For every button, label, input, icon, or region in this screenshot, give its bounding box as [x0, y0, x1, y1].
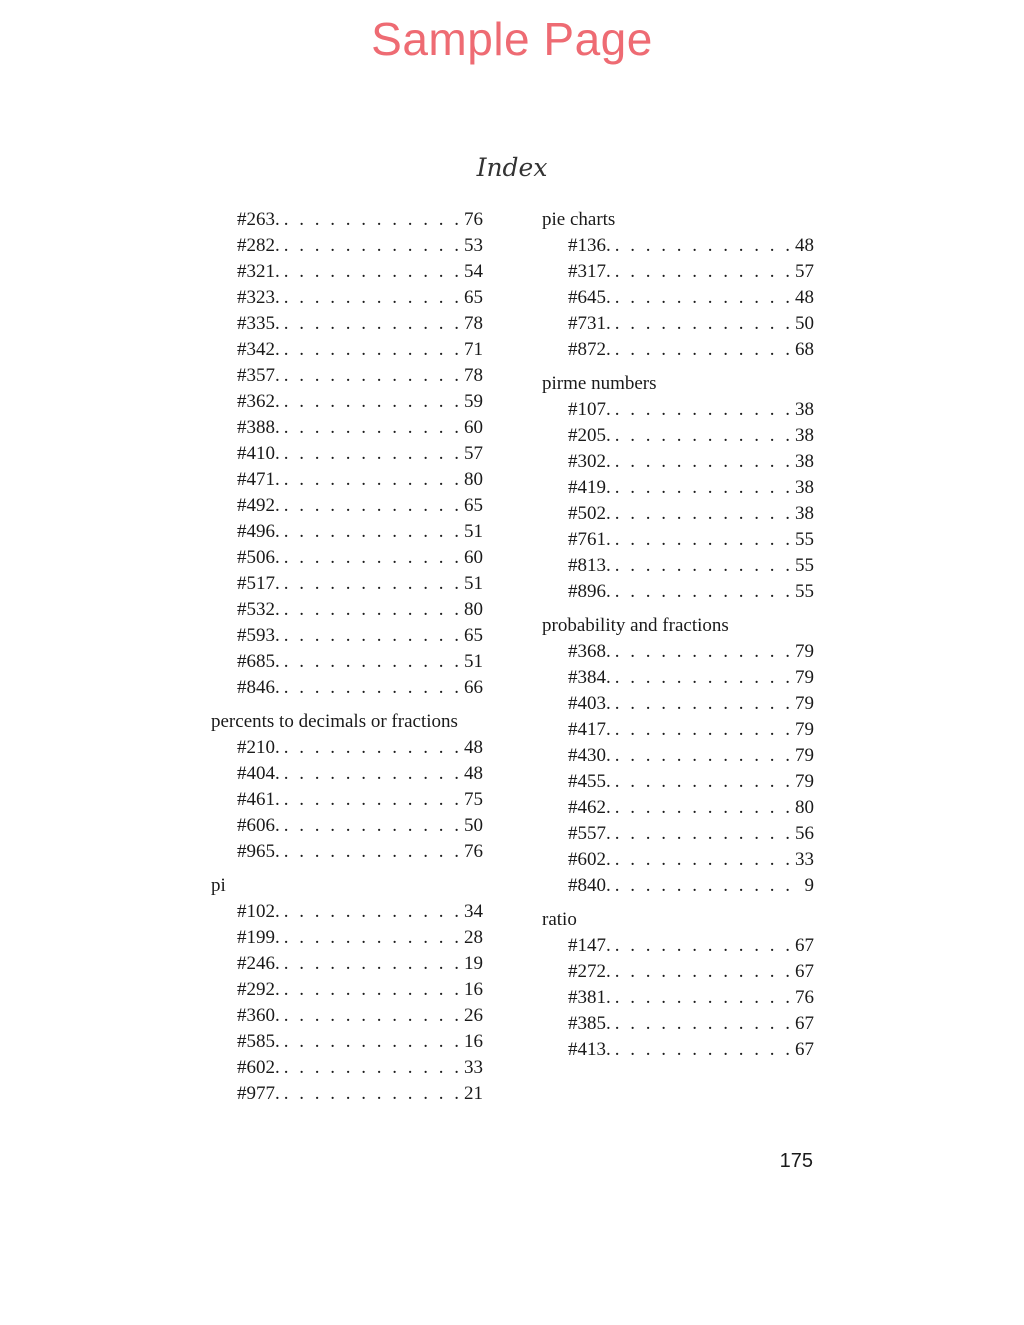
entry-page: 67 [795, 961, 814, 982]
entry-number: #102. [237, 901, 280, 922]
dot-leader [284, 623, 460, 649]
index-entry [211, 519, 483, 545]
dot-leader [615, 639, 791, 665]
dot-leader [615, 1037, 791, 1063]
index-heading: pirme numbers [542, 373, 657, 394]
index-entry [542, 639, 814, 665]
entry-page: 79 [795, 693, 814, 714]
index-entry [211, 1029, 483, 1055]
entry-number: #685. [237, 651, 280, 672]
dot-leader [284, 233, 460, 259]
dot-leader [615, 691, 791, 717]
dot-leader [615, 259, 791, 285]
index-entry [211, 493, 483, 519]
entry-number: #360. [237, 1005, 280, 1026]
dot-leader [615, 769, 791, 795]
index-group [211, 207, 483, 701]
entry-page: 71 [464, 339, 483, 360]
entry-number: #602. [237, 1057, 280, 1078]
index-entry [211, 259, 483, 285]
index-entry [542, 527, 814, 553]
entry-number: #384. [568, 667, 611, 688]
entry-number: #977. [237, 1083, 280, 1104]
dot-leader [615, 475, 791, 501]
index-entry [211, 389, 483, 415]
entry-page: 34 [464, 901, 483, 922]
entry-number: #381. [568, 987, 611, 1008]
entry-number: #645. [568, 287, 611, 308]
entry-number: #263. [237, 209, 280, 230]
dot-leader [615, 337, 791, 363]
dot-leader [284, 389, 460, 415]
index-entry [542, 933, 814, 959]
entry-number: #410. [237, 443, 280, 464]
dot-leader [284, 951, 460, 977]
index-entry [542, 423, 814, 449]
index-entry [211, 787, 483, 813]
index-entry [211, 1003, 483, 1029]
index-heading: pie charts [542, 209, 616, 230]
dot-leader [284, 571, 460, 597]
entry-number: #965. [237, 841, 280, 862]
index-entry [542, 985, 814, 1011]
entry-page: 53 [464, 235, 483, 256]
entry-page: 38 [795, 399, 814, 420]
index-group [542, 907, 814, 1063]
index-entry [542, 1011, 814, 1037]
entry-page: 75 [464, 789, 483, 810]
entry-page: 50 [795, 313, 814, 334]
index-entry [542, 337, 814, 363]
entry-number: #388. [237, 417, 280, 438]
dot-leader [284, 1055, 460, 1081]
entry-number: #246. [237, 953, 280, 974]
index-entry [542, 795, 814, 821]
dot-leader [284, 1081, 460, 1107]
entry-number: #403. [568, 693, 611, 714]
entry-number: #321. [237, 261, 280, 282]
sample-page-watermark: Sample Page [371, 13, 653, 65]
entry-number: #872. [568, 339, 611, 360]
entry-number: #593. [237, 625, 280, 646]
entry-page: 60 [464, 417, 483, 438]
entry-page: 16 [464, 979, 483, 1000]
index-entry [211, 415, 483, 441]
dot-leader [284, 1003, 460, 1029]
entry-page: 55 [795, 555, 814, 576]
index-entry [211, 735, 483, 761]
entry-page: 28 [464, 927, 483, 948]
dot-leader [615, 553, 791, 579]
entry-number: #323. [237, 287, 280, 308]
entry-page: 80 [795, 797, 814, 818]
index-entry [211, 1081, 483, 1107]
dot-leader [284, 925, 460, 951]
entry-number: #292. [237, 979, 280, 1000]
dot-leader [284, 649, 460, 675]
entry-number: #492. [237, 495, 280, 516]
entry-page: 65 [464, 625, 483, 646]
entry-page: 67 [795, 1013, 814, 1034]
index-entry [542, 1037, 814, 1063]
index-entry [542, 579, 814, 605]
entry-page: 78 [464, 365, 483, 386]
entry-page: 80 [464, 469, 483, 490]
entry-page: 51 [464, 521, 483, 542]
entry-page: 78 [464, 313, 483, 334]
dot-leader [284, 311, 460, 337]
entry-page: 38 [795, 451, 814, 472]
entry-number: #417. [568, 719, 611, 740]
dot-leader [284, 493, 460, 519]
dot-leader [615, 233, 791, 259]
index-entry [211, 545, 483, 571]
dot-leader [284, 363, 460, 389]
index-group [542, 207, 814, 363]
index-entry [542, 717, 814, 743]
index-column-right [542, 207, 814, 1071]
entry-number: #107. [568, 399, 611, 420]
entry-number: #362. [237, 391, 280, 412]
entry-page: 57 [464, 443, 483, 464]
dot-leader [615, 423, 791, 449]
entry-number: #419. [568, 477, 611, 498]
entry-page: 79 [795, 641, 814, 662]
entry-number: #813. [568, 555, 611, 576]
dot-leader [284, 545, 460, 571]
entry-page: 9 [804, 875, 814, 896]
entry-page: 68 [795, 339, 814, 360]
index-entry [542, 959, 814, 985]
index-group [542, 613, 814, 899]
entry-page: 67 [795, 1039, 814, 1060]
index-entry [211, 925, 483, 951]
dot-leader [284, 787, 460, 813]
dot-leader [615, 397, 791, 423]
entry-number: #342. [237, 339, 280, 360]
dot-leader [615, 959, 791, 985]
index-entry [542, 475, 814, 501]
index-heading: pi [211, 875, 226, 896]
entry-number: #385. [568, 1013, 611, 1034]
index-group [211, 873, 483, 1107]
entry-number: #496. [237, 521, 280, 542]
index-entry [211, 467, 483, 493]
index-entry [211, 813, 483, 839]
index-entry [211, 441, 483, 467]
entry-number: #602. [568, 849, 611, 870]
index-entry [542, 769, 814, 795]
entry-page: 33 [795, 849, 814, 870]
dot-leader [615, 285, 791, 311]
dot-leader [284, 813, 460, 839]
index-heading: ratio [542, 909, 577, 930]
dot-leader [284, 415, 460, 441]
entry-number: #846. [237, 677, 280, 698]
entry-page: 59 [464, 391, 483, 412]
index-entry [211, 761, 483, 787]
entry-page: 65 [464, 287, 483, 308]
entry-number: #761. [568, 529, 611, 550]
index-entry [211, 597, 483, 623]
entry-number: #606. [237, 815, 280, 836]
entry-page: 66 [464, 677, 483, 698]
dot-leader [615, 873, 801, 899]
entry-number: #731. [568, 313, 611, 334]
index-heading: percents to decimals or fractions [211, 711, 458, 732]
dot-leader [615, 579, 791, 605]
entry-page: 79 [795, 771, 814, 792]
index-entry [211, 285, 483, 311]
entry-number: #357. [237, 365, 280, 386]
dot-leader [284, 1029, 460, 1055]
index-group [211, 709, 483, 865]
entry-number: #461. [237, 789, 280, 810]
entry-page: 56 [795, 823, 814, 844]
entry-page: 21 [464, 1083, 483, 1104]
index-entry [542, 233, 814, 259]
dot-leader [284, 519, 460, 545]
entry-number: #335. [237, 313, 280, 334]
dot-leader [284, 337, 460, 363]
entry-page: 48 [464, 763, 483, 784]
entry-number: #462. [568, 797, 611, 818]
index-entry [211, 207, 483, 233]
entry-number: #532. [237, 599, 280, 620]
entry-number: #317. [568, 261, 611, 282]
index-entry [211, 337, 483, 363]
index-entry [211, 675, 483, 701]
entry-page: 38 [795, 503, 814, 524]
entry-number: #205. [568, 425, 611, 446]
dot-leader [284, 761, 460, 787]
entry-page: 54 [464, 261, 483, 282]
entry-number: #506. [237, 547, 280, 568]
dot-leader [615, 527, 791, 553]
entry-number: #199. [237, 927, 280, 948]
dot-leader [615, 665, 791, 691]
entry-page: 79 [795, 667, 814, 688]
entry-page: 51 [464, 651, 483, 672]
entry-page: 19 [464, 953, 483, 974]
entry-number: #272. [568, 961, 611, 982]
entry-page: 26 [464, 1005, 483, 1026]
dot-leader [615, 311, 791, 337]
index-entry [542, 501, 814, 527]
entry-page: 33 [464, 1057, 483, 1078]
entry-number: #517. [237, 573, 280, 594]
index-entry [542, 691, 814, 717]
entry-page: 48 [795, 235, 814, 256]
index-heading: probability and fractions [542, 615, 729, 636]
entry-number: #282. [237, 235, 280, 256]
dot-leader [284, 899, 460, 925]
index-entry [542, 397, 814, 423]
dot-leader [284, 839, 460, 865]
dot-leader [615, 449, 791, 475]
entry-page: 38 [795, 477, 814, 498]
entry-number: #840. [568, 875, 611, 896]
dot-leader [284, 259, 460, 285]
entry-page: 76 [795, 987, 814, 1008]
index-group [542, 371, 814, 605]
dot-leader [615, 933, 791, 959]
index-entry [542, 311, 814, 337]
dot-leader [284, 675, 460, 701]
dot-leader [284, 207, 460, 233]
entry-page: 50 [464, 815, 483, 836]
index-entry [542, 449, 814, 475]
index-entry [542, 285, 814, 311]
dot-leader [615, 847, 791, 873]
index-entry [542, 821, 814, 847]
index-entry [542, 259, 814, 285]
dot-leader [284, 285, 460, 311]
dot-leader [615, 501, 791, 527]
index-entry [542, 553, 814, 579]
index-entry [211, 233, 483, 259]
entry-page: 38 [795, 425, 814, 446]
dot-leader [284, 597, 460, 623]
entry-page: 79 [795, 745, 814, 766]
entry-page: 76 [464, 841, 483, 862]
index-column-left [211, 207, 483, 1115]
entry-number: #430. [568, 745, 611, 766]
entry-number: #413. [568, 1039, 611, 1060]
dot-leader [615, 821, 791, 847]
entry-number: #136. [568, 235, 611, 256]
entry-number: #502. [568, 503, 611, 524]
entry-number: #302. [568, 451, 611, 472]
dot-leader [615, 717, 791, 743]
entry-number: #368. [568, 641, 611, 662]
index-entry [211, 571, 483, 597]
index-entry [211, 311, 483, 337]
dot-leader [615, 795, 791, 821]
index-entry [211, 623, 483, 649]
entry-number: #210. [237, 737, 280, 758]
entry-page: 76 [464, 209, 483, 230]
dot-leader [615, 743, 791, 769]
entry-page: 65 [464, 495, 483, 516]
entry-page: 16 [464, 1031, 483, 1052]
entry-number: #471. [237, 469, 280, 490]
index-entry [211, 363, 483, 389]
index-entry [542, 665, 814, 691]
index-entry [211, 899, 483, 925]
index-entry [542, 873, 814, 899]
entry-number: #147. [568, 935, 611, 956]
entry-page: 55 [795, 529, 814, 550]
entry-page: 80 [464, 599, 483, 620]
dot-leader [284, 467, 460, 493]
entry-page: 57 [795, 261, 814, 282]
dot-leader [284, 441, 460, 467]
dot-leader [284, 735, 460, 761]
entry-page: 48 [795, 287, 814, 308]
entry-page: 60 [464, 547, 483, 568]
entry-number: #896. [568, 581, 611, 602]
index-title: Index [476, 153, 548, 182]
index-entry [211, 951, 483, 977]
entry-page: 55 [795, 581, 814, 602]
entry-number: #585. [237, 1031, 280, 1052]
index-entry [211, 839, 483, 865]
entry-number: #455. [568, 771, 611, 792]
entry-number: #557. [568, 823, 611, 844]
index-entry [211, 977, 483, 1003]
entry-page: 67 [795, 935, 814, 956]
dot-leader [615, 1011, 791, 1037]
page-number: 175 [779, 1150, 813, 1172]
entry-page: 48 [464, 737, 483, 758]
dot-leader [284, 977, 460, 1003]
dot-leader [615, 985, 791, 1011]
index-entry [542, 743, 814, 769]
index-entry [211, 649, 483, 675]
entry-page: 51 [464, 573, 483, 594]
entry-number: #404. [237, 763, 280, 784]
entry-page: 79 [795, 719, 814, 740]
index-entry [211, 1055, 483, 1081]
index-entry [542, 847, 814, 873]
